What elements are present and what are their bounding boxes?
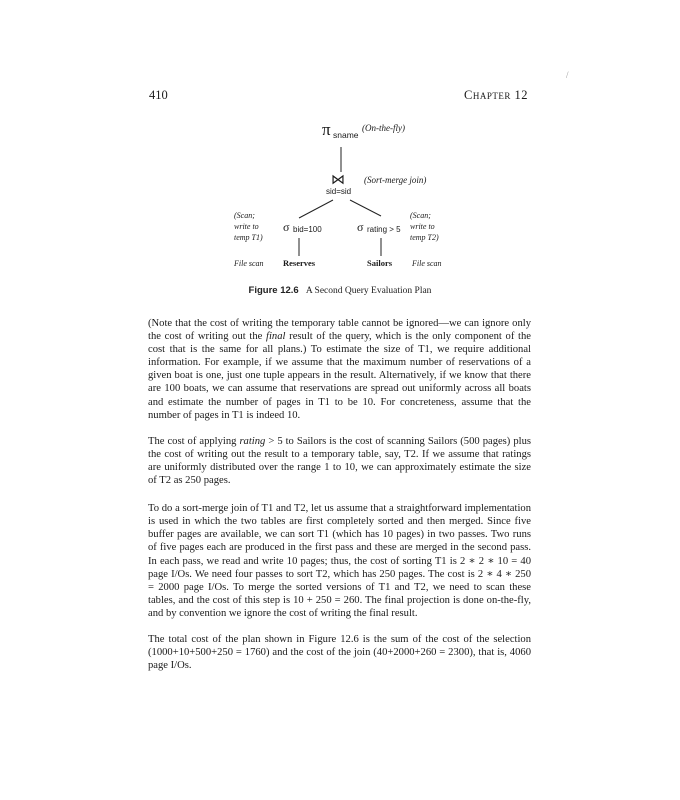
chapter-label: Chapter xyxy=(464,88,511,102)
paragraph-1-part-b: result of the query, which is the only component of the cost that is the same for all plans.) To estimate the size of T1, we require additional information. For example, if we assume that the maximum number of reservations of a given boat is one, just one tuple appears in the result. Alternatively, if we know that there are 100 boats, we can assume that reservations are spread out uniformly across all boats and estimate the number of pages in T1 to be 10. For concreteness, assume that the number of pages in T1 is indeed 10. xyxy=(148,331,531,421)
join-condition: sid=sid xyxy=(326,187,352,196)
edge-join-left xyxy=(299,200,333,218)
left-scan-note-2: write to xyxy=(234,222,259,231)
join-annotation: (Sort-merge join) xyxy=(364,175,427,185)
paragraph-4: The total cost of the plan shown in Figure 12.6 is the sum of the cost of the selection (1000+10+500+250 = 1760) and the cost of the join (40+2000+260 = 2300), that is, 4060 page I/Os. xyxy=(148,633,531,672)
paragraph-2 xyxy=(148,435,531,487)
paragraph-1 xyxy=(148,317,531,422)
paragraph-2-emphasis: rating xyxy=(239,435,266,447)
paragraph-1-emphasis: final xyxy=(266,331,286,343)
projection-symbol: π xyxy=(322,120,331,139)
left-scan-note-3: temp T1) xyxy=(234,233,263,242)
body-text xyxy=(148,317,531,685)
page-number: 410 xyxy=(149,88,168,102)
right-access-method: File scan xyxy=(412,259,442,268)
projection-annotation: (On-the-fly) xyxy=(362,123,405,133)
query-plan-figure xyxy=(0,0,680,300)
chapter-number: 12 xyxy=(514,88,528,102)
right-selection-condition: rating > 5 xyxy=(367,225,401,234)
paragraph-2-part-b: > 5 to Sailors is the cost of scanning Sailors (500 pages) plus the cost of writing out the result to a temporary table, say, T2. If we assume that ratings are uniformly distributed over the range 1 to 10, we can approximately estimate the size of T2 as 250 pages. xyxy=(148,435,531,487)
edge-join-right xyxy=(350,200,381,216)
left-access-method: File scan xyxy=(234,259,264,268)
join-symbol: ⋈ xyxy=(331,173,345,188)
right-scan-note-1: (Scan; xyxy=(410,211,431,220)
right-relation: Sailors xyxy=(367,258,393,268)
left-selection-condition: bid=100 xyxy=(293,225,322,234)
right-selection-symbol: σ xyxy=(357,220,364,234)
right-scan-note-3: temp T2) xyxy=(410,233,439,242)
left-relation: Reserves xyxy=(283,258,316,268)
paragraph-2-part-a: The cost of applying xyxy=(148,435,240,447)
projection-attribute: sname xyxy=(333,130,359,140)
left-selection-symbol: σ xyxy=(283,220,290,234)
stray-mark: / xyxy=(566,70,569,80)
figure-caption-label: Figure 12.6 xyxy=(248,285,299,296)
paragraph-3: To do a sort-merge join of T1 and T2, let us assume that a straightforward implementation is used in which the two tables are first completely sorted and then merged. Since five buffer pages are available, we can sort T1 (which has 10 pages) in two passes. Two runs of five pages each are produced in the first pass and these are merged in the second pass. In each pass, we read and write 10 pages; thus, the cost of sorting T1 is 2 ∗ 2 ∗ 10 = 40 page I/Os. We need four passes to sort T2, which has 250 pages. The cost is 2 ∗ 4 ∗ 250 = 2000 page I/Os. To merge the sorted versions of T1 and T2, we need to scan these tables, and the cost of this step is 10 + 250 = 260. The final projection is done on-the-fly, and by convention we ignore the cost of writing the final result. xyxy=(148,503,531,619)
figure-caption-text: A Second Query Evaluation Plan xyxy=(305,286,432,296)
right-scan-note-2: write to xyxy=(410,222,435,231)
figure-caption xyxy=(0,285,680,296)
left-scan-note-1: (Scan; xyxy=(234,211,255,220)
paragraph-1-part-a: (Note that the cost of writing the temporary table cannot be ignored—we can ignore only the cost of writing out the xyxy=(148,318,531,343)
